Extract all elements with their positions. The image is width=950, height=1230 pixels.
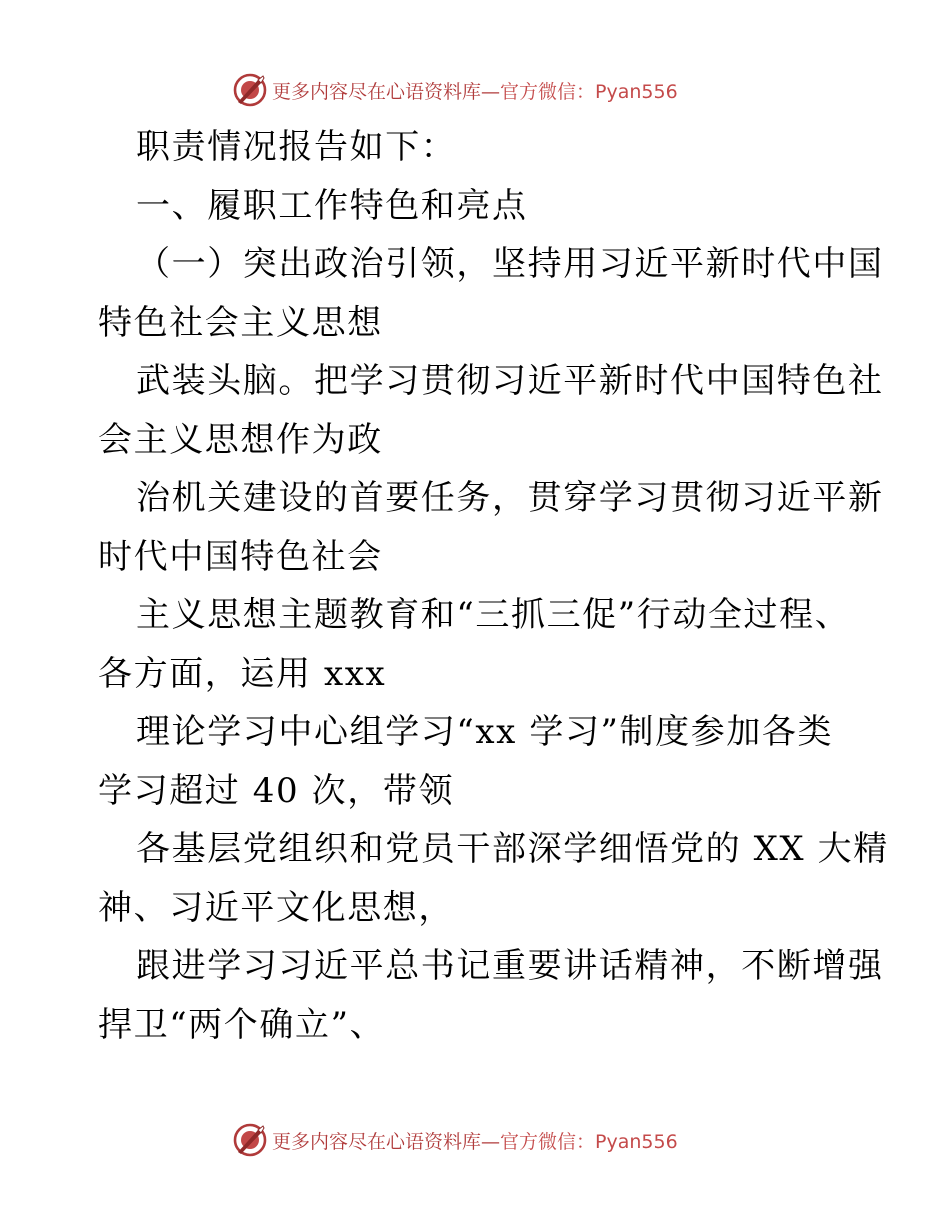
- footer-site-text: 更多内容尽在心语资料库—: [272, 1130, 501, 1153]
- body-line: 一、履职工作特色和亮点: [136, 185, 528, 226]
- document-body: [98, 118, 889, 1054]
- body-line: 时代中国特色社会: [98, 536, 383, 577]
- header-banner: [232, 70, 712, 110]
- body-line: 捍卫“两个确立”、: [98, 1004, 386, 1045]
- pen-logo-icon: [232, 72, 268, 108]
- body-line: 主义思想主题教育和“三抓三促”行动全过程、: [136, 595, 851, 635]
- body-line: 学习超过 40 次，带领: [98, 770, 455, 811]
- body-line: 各基层党组织和党员干部深学细悟党的 XX 大精: [136, 829, 889, 869]
- body-line: 跟进学习习近平总书记重要讲话精神，不断增强: [136, 946, 884, 986]
- body-line: 武装头脑。把学习贯彻习近平新时代中国特色社: [136, 361, 884, 401]
- body-line: 治机关建设的首要任务，贯穿学习贯彻习近平新: [136, 478, 884, 518]
- header-site-text: 更多内容尽在心语资料库—: [272, 80, 501, 103]
- footer-wechat-text: 官方微信：Pyan556: [500, 1130, 678, 1153]
- body-line: 会主义思想作为政: [98, 419, 383, 460]
- body-line: 各方面，运用 xxx: [98, 653, 387, 694]
- body-line: 神、习近平文化思想，: [98, 887, 454, 928]
- body-line: 理论学习中心组学习“xx 学习”制度参加各类: [136, 712, 834, 752]
- pen-logo-icon: [232, 1122, 268, 1158]
- footer-banner: [232, 1120, 712, 1160]
- body-line: 职责情况报告如下：: [136, 127, 457, 167]
- body-line: （一）突出政治引领，坚持用习近平新时代中国: [136, 244, 884, 284]
- body-line: 特色社会主义思想: [98, 302, 383, 343]
- header-wechat-text: 官方微信：Pyan556: [500, 80, 678, 103]
